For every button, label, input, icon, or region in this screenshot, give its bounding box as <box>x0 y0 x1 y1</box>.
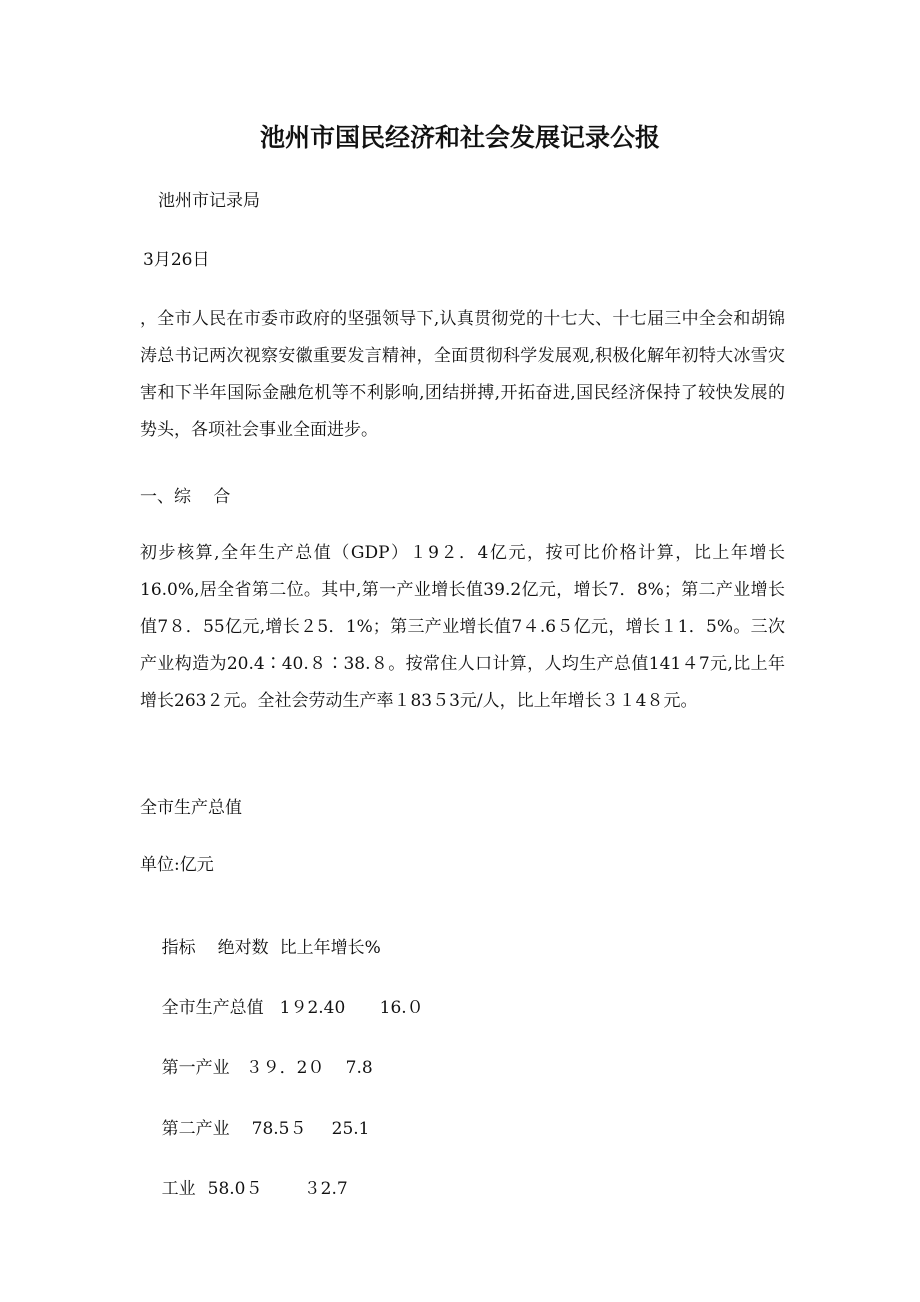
author-line: 池州市记录局 <box>158 191 260 211</box>
date-line: 3月26日 <box>143 250 210 270</box>
row-name: 第一产业 <box>161 1058 230 1078</box>
header-growth: 比上年增长% <box>279 938 381 958</box>
section-body-paragraph: 初步核算,全年生产总值（GDP）１9２．4亿元，按可比价格计算，比上年增长16.0%,居全省第二位。其中,第一产业增长值39.2亿元，增长7．8%；第二产业增长值7８．55亿元,增长２5．1%；第三产业增长值7４.6５亿元，增长１1．5%。三次产业构造为20.4∶40.８∶38.８。按常住人口计算，人均生产总值141４7元,比上年增长263２元。全社会劳动生产率１83５3元/人，比上年增长３１4８元。 <box>140 543 785 711</box>
header-absolute: 绝对数 <box>217 938 269 958</box>
table-caption: 全市生产总值 <box>140 798 242 818</box>
row-name: 第二产业 <box>161 1119 230 1139</box>
row-growth: 25.1 <box>331 1119 370 1139</box>
row-value: ３９．2０ <box>245 1058 325 1078</box>
row-growth: 7.8 <box>345 1058 373 1078</box>
table-unit: 单位:亿元 <box>140 855 214 875</box>
intro-paragraph: ，全市人民在市委市政府的坚强领导下,认真贯彻党的十七大、十七届三中全会和胡锦涛总书记两次视察安徽重要发言精神，全面贯彻科学发展观,积极化解年初特大冰雪灾害和下半年国际金融危机等不利影响,团结拼搏,开拓奋进,国民经济保持了较快发展的势头，各项社会事业全面进步。 <box>140 309 785 440</box>
table-row <box>140 1153 790 1225</box>
document-title: 池州市国民经济和社会发展记录公报 <box>259 123 660 152</box>
section-heading: 一、综 合 <box>140 487 231 507</box>
header-indicator: 指标 <box>161 938 196 958</box>
row-growth: ３2.7 <box>303 1179 348 1199</box>
row-name: 工业 <box>161 1179 196 1199</box>
row-value: 78.5５ <box>251 1119 307 1139</box>
row-value: 1９2.40 <box>279 998 346 1018</box>
row-name: 全市生产总值 <box>161 998 264 1018</box>
row-growth: 16.０ <box>379 998 424 1018</box>
row-value: 58.0５ <box>207 1179 263 1199</box>
